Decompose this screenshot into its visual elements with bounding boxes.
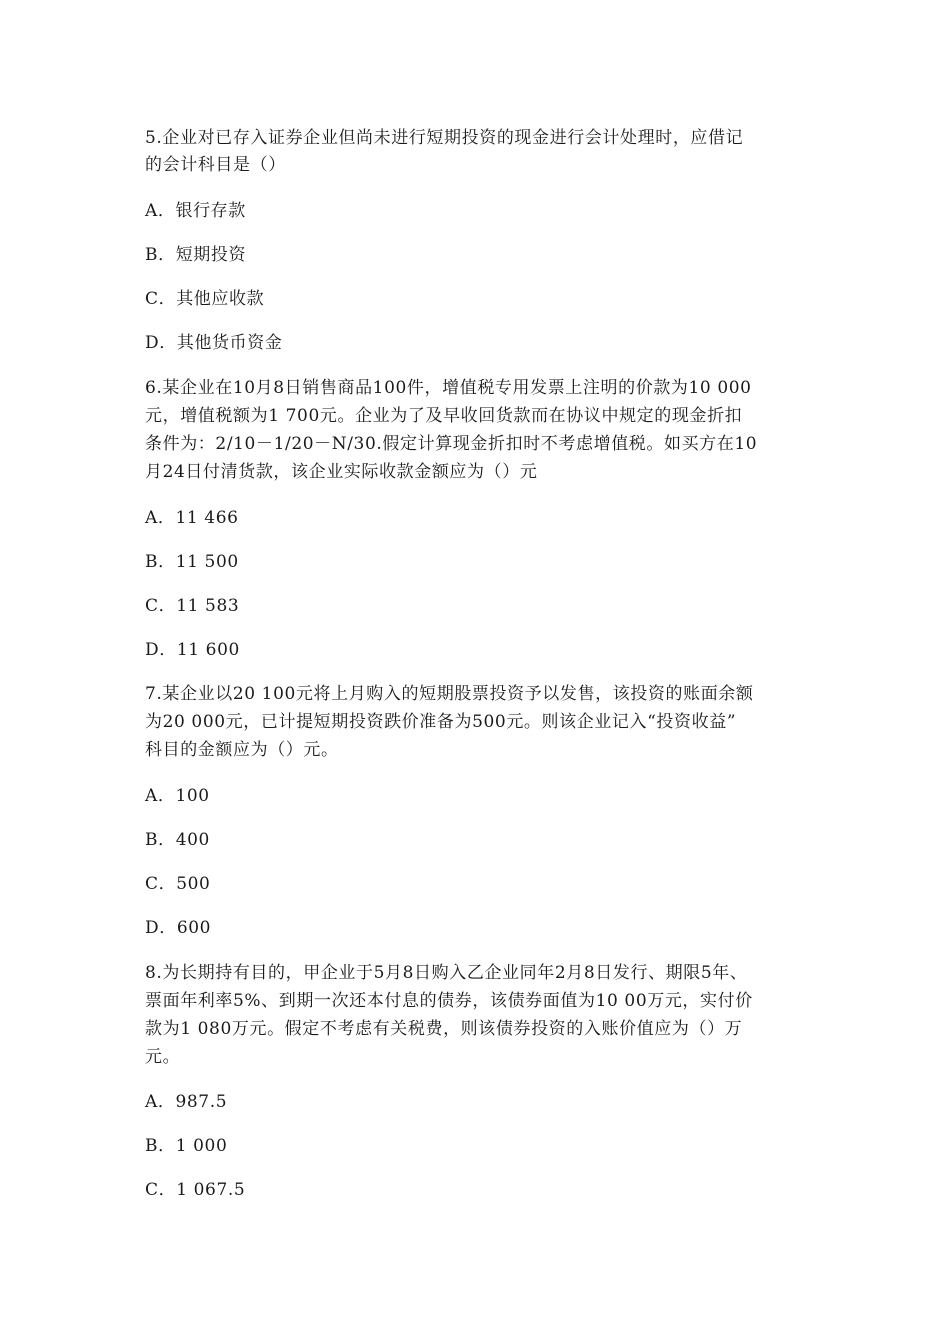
question-6-stem-line-4: 月24日付清货款，该企业实际收款金额应为（）元 bbox=[145, 462, 538, 482]
question-6-stem-line-3: 条件为：2/10－1/20－N/30.假定计算现金折扣时不考虑增值税。如买方在10 bbox=[145, 434, 758, 454]
question-8-option-a: A．987.5 bbox=[145, 1092, 228, 1112]
question-5-option-a: A．银行存款 bbox=[145, 201, 246, 221]
question-6-option-d: D．11 600 bbox=[145, 640, 240, 660]
question-7-option-c: C．500 bbox=[145, 874, 211, 894]
question-8-stem-line-2: 票面年利率5%、到期一次还本付息的债券，该债券面值为10 00万元，实付价 bbox=[145, 991, 753, 1011]
question-5-stem-line-1: 5.企业对已存入证券企业但尚未进行短期投资的现金进行会计处理时，应借记 bbox=[145, 128, 744, 148]
question-8-option-c: C．1 067.5 bbox=[145, 1180, 246, 1200]
question-7-option-b: B．400 bbox=[145, 830, 210, 850]
question-5-option-d: D．其他货币资金 bbox=[145, 333, 283, 353]
question-8-stem-line-3: 款为1 080万元。假定不考虑有关税费，则该债券投资的入账价值应为（）万 bbox=[145, 1019, 743, 1039]
question-8-option-b: B．1 000 bbox=[145, 1136, 228, 1156]
question-8-stem-line-1: 8.为长期持有目的，甲企业于5月8日购入乙企业同年2月8日发行、期限5年、 bbox=[145, 963, 748, 983]
question-5-option-b: B．短期投资 bbox=[145, 245, 247, 265]
question-7-option-d: D．600 bbox=[145, 918, 212, 938]
question-6-option-c: C．11 583 bbox=[145, 596, 240, 616]
question-6-option-b: B．11 500 bbox=[145, 552, 239, 572]
question-7-option-a: A．100 bbox=[145, 786, 210, 806]
question-5-option-c: C．其他应收款 bbox=[145, 289, 265, 309]
question-7-stem-line-2: 为20 000元，已计提短期投资跌价准备为500元。则该企业记入“投资收益” bbox=[145, 712, 737, 732]
question-6-stem-line-1: 6.某企业在10月8日销售商品100件，增值税专用发票上注明的价款为10 000 bbox=[145, 378, 752, 398]
question-8-stem-line-4: 元。 bbox=[145, 1047, 181, 1067]
question-7-stem-line-1: 7.某企业以20 100元将上月购入的短期股票投资予以发售，该投资的账面余额 bbox=[145, 684, 754, 704]
question-7-stem-line-3: 科目的金额应为（）元。 bbox=[145, 740, 339, 760]
question-5-stem-line-2: 的会计科目是（） bbox=[145, 155, 286, 175]
question-6-stem-line-2: 元，增值税额为1 700元。企业为了及早收回货款而在协议中规定的现金折扣 bbox=[145, 406, 743, 426]
question-6-option-a: A．11 466 bbox=[145, 508, 239, 528]
